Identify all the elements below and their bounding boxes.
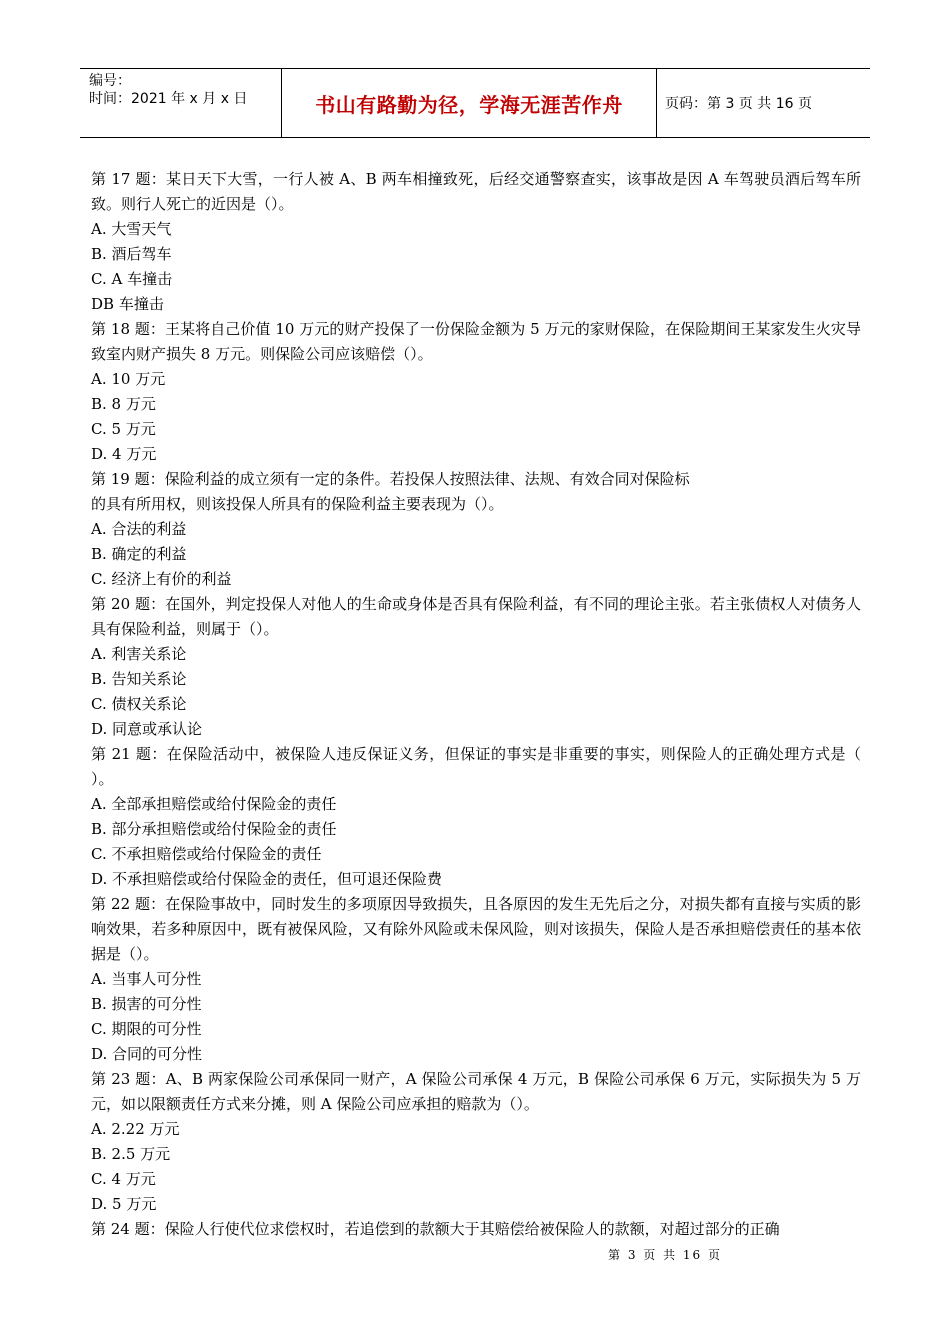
footer-page-number: 第 3 页 共 16 页 xyxy=(608,1248,722,1262)
answer-option: D. 不承担赔偿或给付保险金的责任，但可退还保险费 xyxy=(91,870,443,888)
header-motto-cell xyxy=(281,69,657,137)
answer-option: B. 2.5 万元 xyxy=(91,1145,171,1163)
answer-option: C. 5 万元 xyxy=(91,420,156,438)
question-text-continued: 的具有所用权，则该投保人所具有的保险利益主要表现为（）。 xyxy=(91,495,504,513)
answer-option: A. 利害关系论 xyxy=(91,645,187,663)
document-number-label: 编号： xyxy=(89,73,131,89)
header-left-cell xyxy=(80,69,281,137)
header-page-info: 页码：第 3 页 共 16 页 xyxy=(665,96,812,112)
answer-option: C. A 车撞击 xyxy=(91,270,173,288)
answer-option: A. 10 万元 xyxy=(91,370,166,388)
question-text: 第 17 题：某日天下大雪，一行人被 A、B 两车相撞致死，后经交通警察查实，该事故是因 A 车驾驶员酒后驾车所致。则行人死亡的近因是（）。 xyxy=(91,170,861,213)
question-text: 第 21 题：在保险活动中，被保险人违反保证义务，但保证的事实是非重要的事实，则保险人的正确处理方式是（ ）。 xyxy=(91,745,861,788)
answer-option: B. 确定的利益 xyxy=(91,545,187,563)
question-text: 第 19 题：保险利益的成立须有一定的条件。若投保人按照法律、法规、有效合同对保险标 xyxy=(91,470,690,488)
header-motto: 书山有路勤为径，学海无涯苦作舟 xyxy=(315,92,623,117)
answer-option: C. 期限的可分性 xyxy=(91,1020,202,1038)
question-text: 第 18 题：王某将自己价值 10 万元的财产投保了一份保险金额为 5 万元的家财保险，在保险期间王某家发生火灾导致室内财产损失 8 万元。则保险公司应该赔偿（）。 xyxy=(91,320,861,363)
answer-option: B. 部分承担赔偿或给付保险金的责任 xyxy=(91,820,337,838)
document-date-label: 时间：2021 年 x 月 x 日 xyxy=(89,91,248,107)
page-footer xyxy=(608,1246,748,1264)
question-text: 第 23 题：A、B 两家保险公司承保同一财产，A 保险公司承保 4 万元，B 保险公司承保 6 万元，实际损失为 5 万元，如以限额责任方式来分摊，则 A 保险公司应承担的赔款为（）。 xyxy=(91,1070,861,1113)
question-text: 第 24 题：保险人行使代位求偿权时，若追偿到的款额大于其赔偿给被保险人的款额，对超过部分的正确 xyxy=(91,1220,780,1238)
answer-option: A. 合法的利益 xyxy=(91,520,187,538)
answer-option: C. 4 万元 xyxy=(91,1170,156,1188)
answer-option: D. 5 万元 xyxy=(91,1195,157,1213)
answer-option: D. 同意或承认论 xyxy=(91,720,203,738)
question-text: 第 22 题：在保险事故中，同时发生的多项原因导致损失，且各原因的发生无先后之分，对损失都有直接与实质的影响效果，若多种原因中，既有被保风险，又有除外风险或未保风险，则对该损失，保险人是否承担赔偿责任的基本依据是（）。 xyxy=(91,895,861,963)
answer-option: B. 告知关系论 xyxy=(91,670,187,688)
header-page-info-cell xyxy=(656,69,870,137)
answer-option: A. 全部承担赔偿或给付保险金的责任 xyxy=(91,795,337,813)
answer-option: B. 酒后驾车 xyxy=(91,245,172,263)
answer-option: C. 经济上有价的利益 xyxy=(91,570,232,588)
answer-option: B. 损害的可分性 xyxy=(91,995,202,1013)
answer-option: A. 2.22 万元 xyxy=(91,1120,180,1138)
answer-option: C. 债权关系论 xyxy=(91,695,187,713)
answer-option: DB 车撞击 xyxy=(91,295,164,313)
answer-option: B. 8 万元 xyxy=(91,395,156,413)
page-header xyxy=(80,68,870,138)
answer-option: A. 大雪天气 xyxy=(91,220,172,238)
question-text: 第 20 题：在国外，判定投保人对他人的生命或身体是否具有保险利益，有不同的理论主张。若主张债权人对债务人具有保险利益，则属于（）。 xyxy=(91,595,861,638)
question-content xyxy=(91,167,861,1242)
answer-option: D. 4 万元 xyxy=(91,445,157,463)
answer-option: C. 不承担赔偿或给付保险金的责任 xyxy=(91,845,322,863)
answer-option: D. 合同的可分性 xyxy=(91,1045,203,1063)
answer-option: A. 当事人可分性 xyxy=(91,970,202,988)
